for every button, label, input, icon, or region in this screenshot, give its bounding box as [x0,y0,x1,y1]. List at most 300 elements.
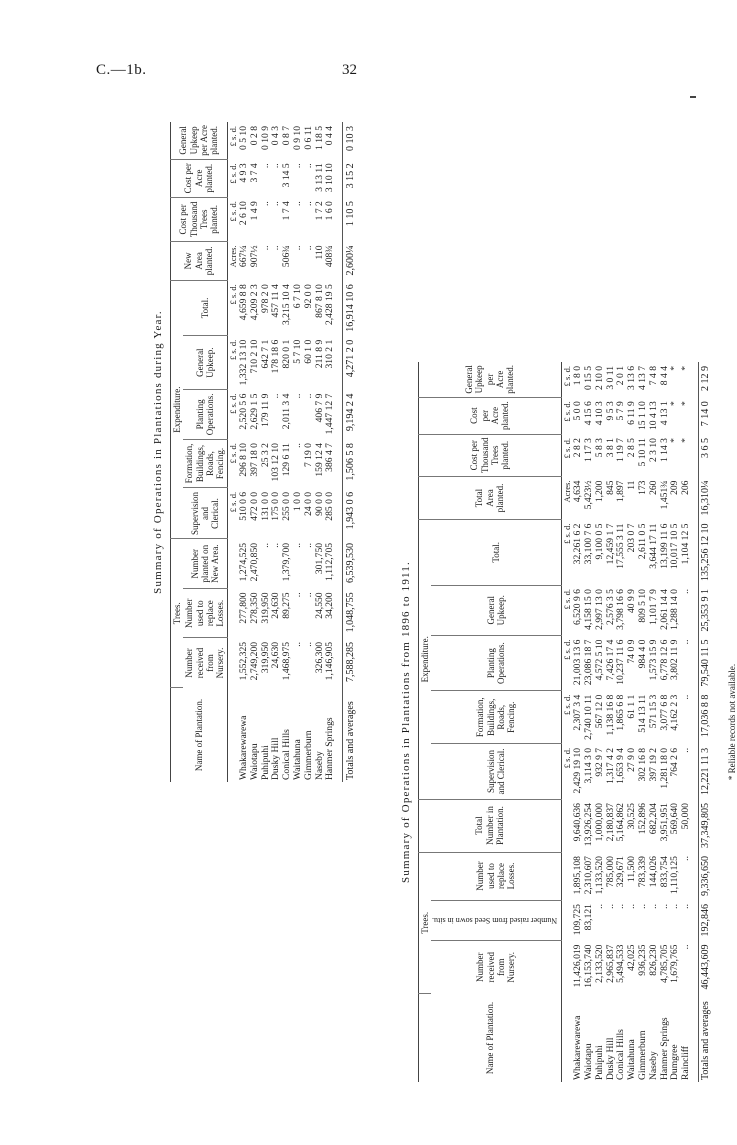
table-cell: 1,552,325 [238,641,250,681]
col-header-replace: Number used to replace Losses. [183,588,227,638]
table-cell: .. [270,163,282,169]
table-cell: 1,000,000 [593,803,605,842]
table-cell: .. [593,904,605,909]
table-cell: 7 4 8 [647,366,659,386]
table-cell: * [680,438,692,443]
table-cell: 5 7 10 [292,339,304,364]
table-cell: £ s. d. [561,366,572,387]
col-header-received: Number received from Nursery. [475,951,517,983]
table-cell: .. [302,393,314,399]
col-header-replace: Number used to replace Losses. [431,852,561,900]
table-cell: .. [680,589,692,594]
table-cell: 1,332 13 10 [238,339,250,386]
table-cell: 5 8 3 [593,438,605,458]
table-cell: 2,997 13 0 [593,589,605,630]
table-cell: 3 7 4 [248,163,260,183]
col-header-name: Name of Plantation. [193,698,204,772]
table-cell: 12,221 11 3 [698,744,715,799]
table-cell: 255 0 0 [281,491,293,521]
table-cell: 83,121 [582,904,594,931]
table-cell: 17,555 3 11 [615,523,627,569]
table-cell: 472 0 0 [248,491,260,521]
table-cell: * [680,366,692,371]
table-row [638,362,649,1082]
table-cell: 386 4 7 [324,443,336,472]
table-cell: 1,451¾ [658,480,670,510]
table-row [293,122,304,782]
col-header-supervision: Supervision and Clerical. [431,744,561,799]
table-cell: 1,101 7 9 [647,589,659,626]
table-cell: 27 9 0 [626,747,638,772]
table-cell: 5,423½ [582,480,594,510]
table-cell: 1,138 16 8 [604,694,616,736]
table-cell: 278,350 [248,592,260,624]
table-cell: 11,500 [626,856,638,883]
col-header-name: Name of Plantation. [484,1001,495,1075]
table-cell: 92 0 0 [302,284,314,309]
table-cell: 2 8 5 [626,438,638,458]
table-cell [561,900,573,941]
table-cell: 397 19 2 [647,747,659,782]
table-cell: 159 12 4 [313,443,325,477]
table-cell: 25,353 9 1 [698,585,715,636]
table-cell: 1,865 6 8 [615,694,627,731]
row-label-cell: Dumgree [669,1044,681,1080]
table-cell: 2 6 10 [238,201,250,226]
table-cell: £ s. d. [561,694,572,715]
table-cell: 6,520 9 6 [572,589,584,626]
table-cell: 510 0 6 [238,491,250,521]
group-header-trees: Trees. [171,539,184,688]
table-cell [227,588,239,638]
table-cell: 17,036 8 8 [698,691,715,744]
table-cell: 103 12 10 [270,443,282,482]
table-row [239,122,250,782]
table-cell: 3,644 17 11 [647,523,659,569]
table-cell: 2,749,200 [248,641,260,681]
table-cell: 46,443,609 [698,941,715,994]
table-row [584,362,595,1082]
table-cell: 2 12 9 [698,362,715,397]
table-cell: 3 13 11 [313,163,325,192]
col-header-cost-thousand: Cost per Thousand Trees planted. [419,434,562,477]
row-label-cell: Dusky Hill [270,737,282,780]
table-cell: .. [647,904,659,909]
table-cell: .. [680,856,692,861]
table-cell: 2 0 1 [615,366,627,386]
table-cell: 178 18 6 [270,339,282,374]
group-header-expenditure: Expenditure. [419,520,432,800]
table-cell: 0 15 5 [582,366,594,390]
table-cell: 2,428 19 5 [324,284,336,326]
table-cell: .. [292,163,304,169]
page-section-code: C.—1b. [96,62,147,78]
group-header-expenditure: Expenditure. [171,280,184,539]
table-row [648,362,659,1082]
table-cell: 2,576 3 5 [604,589,616,626]
col-header-cost-thousand: Cost per Thousand Trees planted. [171,197,228,241]
table-cell: 3 8 1 [604,438,616,458]
table-caption: Summary of Operations in Plantations during Year. [152,310,164,594]
table-cell: 7,426 17 4 [604,639,616,681]
row-label-cell: Conical Hills [281,729,293,780]
table-cell: 319,950 [259,592,271,624]
table-cell: 809 5 10 [636,589,648,623]
table-cell: 4,209 2 3 [248,284,260,321]
table-cell: 0 4 4 [324,126,336,146]
table-cell: 135,256 12 10 [698,520,715,586]
table-cell: 1,379,700 [281,542,293,582]
table-cell: 4,659 8 8 [238,284,250,321]
table-cell: 667¼ [238,245,250,268]
table-cell: 24,630 [270,592,282,619]
table-cell: 2 8 2 [572,438,584,458]
table-row [681,362,692,1082]
table-cell: 978 2 0 [259,284,271,314]
table-caption: Summary of Operations in Plantations from 1896 to 1911. [400,561,412,883]
table-cell: 209 [669,480,681,495]
table-cell: 4 9 3 [238,163,250,183]
table-cell: .. [680,944,692,950]
col-header-formation: Formation, Buildings, Roads, Fencing. [183,439,227,488]
table-cell: 4,572 5 10 [593,639,605,681]
table-cell [561,799,573,852]
table-cell: 9,336,650 [698,852,715,900]
table-cell: 310 2 1 [324,339,336,369]
table-cell: 206 [680,480,692,495]
table-cell: .. [292,641,304,647]
table-cell: .. [636,904,648,909]
table-cell: 1 8 0 [572,366,584,386]
table-cell: 506¾ [281,245,293,268]
row-label-cell: Naseby [313,751,325,780]
table-cell: 3 15 2 [342,159,359,197]
table-cell: 42,025 [626,944,638,971]
col-header-formation: Formation, Buildings, Roads, Fencing. [431,691,561,744]
table-cell: .. [615,904,627,909]
table-cell: 11,426,019 [572,944,584,988]
table-cell: .. [604,904,616,909]
row-label-cell: Puhipuhi [593,1045,605,1080]
table-cell: 90 0 0 [313,491,325,516]
table-cell: 1,897 [615,480,627,503]
table-cell: 0 9 10 [292,126,304,150]
table-cell: £ s. d. [227,284,238,305]
table-cell: 24,630 [270,641,282,669]
table-cell: .. [292,245,304,251]
col-header-supervision: Supervision and Clerical. [183,488,227,539]
table-cell: 4,785,705 [658,944,670,983]
row-label-cell [561,994,573,1082]
table-cell: 6 11 9 [626,401,638,425]
table-cell: 833,754 [658,856,670,888]
table-cell: 10 4 13 [647,401,659,431]
table-cell: 3 14 5 [281,163,293,188]
table-cell: 13,199 11 6 [658,523,670,569]
table-cell: 907½ [248,245,260,268]
table-cell: 785,000 [604,856,616,888]
col-header-planted: Number planted on New Area. [183,539,227,588]
table-cell: 1,943 0 6 [342,488,359,539]
table-cell: 984 4 0 [636,639,648,669]
table-cell: £ s. d. [561,747,572,769]
table-cell: * [669,438,681,443]
table-cell: 3,114 3 0 [582,747,594,784]
col-header-upkeep-acre: General Upkeep per Acre planted. [419,362,562,397]
table-cell: 23,086 18 7 [582,639,594,686]
table-cell: .. [302,245,314,251]
table-cell: 60 1 0 [302,339,314,364]
table-cell: 11 [626,480,638,490]
table-cell: 932 9 7 [593,747,605,777]
table-cell: * [669,366,681,371]
table-cell: 2,310,607 [582,856,594,895]
table-cell: 13,926,254 [582,803,594,847]
table-cell: 2,011 3 4 [281,393,293,430]
table-cell: .. [680,639,692,645]
table-cell: 8 4 4 [658,366,670,386]
table-cell: 179 11 9 [259,393,271,427]
table-cell: * [669,401,681,407]
table-cell: 0 2 8 [248,126,260,146]
table-cell: 9,100 0 5 [593,523,605,560]
table-cell: .. [302,641,314,647]
table-cell: 0 4 3 [270,126,282,146]
table-period-summary [400,362,737,1082]
table-cell: 329,671 [615,856,627,888]
table-cell: 5 7 9 [615,401,627,421]
table-cell: 50,000 [680,803,692,830]
row-label-cell: Waitahuna [626,1039,638,1080]
table-cell: 173 [636,480,648,495]
table-cell: 936,235 [636,944,648,976]
table-cell: 826,230 [647,944,659,976]
row-label-cell: Waiotapu [248,743,260,780]
table-cell: 301,750 [313,542,325,575]
table-cell: 40 9 9 [626,589,638,614]
table-cell: 175 0 0 [270,491,282,521]
row-label-cell: Conical Hills [615,1029,627,1080]
table-cell: 1,447 12 7 [324,393,336,435]
table-cell: 1,048,755 [342,588,359,638]
table-cell: 109,725 [572,904,584,936]
table-cell: 1,288 14 0 [669,589,681,630]
table-cell: 642 7 1 [259,339,271,369]
table-cell: 203 0 7 [626,523,638,553]
col-header-planting: Planting Operations. [431,636,561,691]
table-cell: 764 2 6 [669,747,681,777]
table-cell: 302 16 8 [636,747,648,782]
table-cell: 2,307 3 4 [572,694,584,731]
table-cell: 4 13 1 [658,401,670,426]
table-cell: £ s. d. [227,201,238,222]
table-cell: .. [302,592,314,598]
table-cell: 2,600¼ [342,241,359,280]
table-cell: 1,200 [593,480,605,503]
table-cell: 5,494,533 [615,944,627,983]
table-row [616,362,627,1082]
table-row [250,122,261,782]
table-cell: 406 7 9 [313,393,325,423]
col-header-area: Total Area planted. [419,477,562,520]
table-cell: 514 13 11 [636,694,648,733]
table-cell: 4,158 15 0 [582,589,594,630]
table-cell: 24 0 0 [302,491,314,516]
table-cell: 3,951,951 [658,803,670,842]
table-cell: 16,153,740 [582,944,594,988]
table-cell: 2,429 19 10 [572,747,584,794]
table-cell: 9,640,636 [572,803,584,842]
table-cell: 4,634 [572,480,584,503]
table-cell: 1 14 3 [658,438,670,463]
table-cell: .. [259,245,271,251]
row-label-cell [227,688,239,783]
table-cell: £ s. d. [561,401,572,422]
table-cell: 1,653 9 4 [615,747,627,784]
col-header-total: Total. [431,520,561,586]
table-cell: * [680,401,692,407]
table-cell: .. [302,163,314,169]
table-cell: .. [270,201,282,206]
table-cell: 10,017 10 5 [669,523,681,570]
table-row [325,122,336,782]
table-cell: 569,640 [669,803,681,835]
table-cell: 2,629 1 5 [248,393,260,430]
page-edge-mark [690,96,696,98]
table-cell: 326,300 [313,641,325,674]
row-label-cell: Puhipuhi [259,745,271,780]
table-cell: 845 [604,480,616,495]
table-cell: .. [292,592,304,598]
table-body [561,362,714,1082]
table-cell: 457 11 4 [270,284,282,318]
table-cell: .. [658,904,670,909]
col-header-total: Total. [183,280,227,336]
table-cell: 1,112,705 [324,542,336,581]
col-header-area: New Area planted. [171,241,228,280]
col-header-seed-label: Number raised from Seed sown in situ. [432,915,558,925]
table-cell: 3,215 10 4 [281,284,293,326]
table-cell: 1 0 0 [292,491,304,512]
table-cell: 3,077 6 8 [658,694,670,731]
col-header-cost-acre: Cost per Acre planted. [419,397,562,434]
table-cell: 1,317 4 2 [604,747,616,784]
table-cell: 16,914 10 6 [342,280,359,336]
page-number: 32 [342,62,357,78]
table-cell: .. [680,694,692,700]
row-label-cell: Gimmerburn [636,1030,648,1080]
table-cell: 3 6 5 [698,434,715,477]
table-cell [227,638,239,688]
row-label-cell: Dusky Hill [604,1037,616,1080]
units-row [561,362,573,1082]
col-header-received: Number received from Nursery. [184,647,226,679]
table-cell: .. [680,747,692,753]
table-cell: 5,164,862 [615,803,627,842]
table-cell: 89,275 [281,592,293,619]
table-cell: 32,261 6 2 [572,523,584,565]
table-cell: 4 13 7 [636,366,648,390]
totals-row [342,122,359,782]
table-cell: 10,237 11 6 [615,639,627,685]
table-cell: .. [270,393,282,399]
table-cell: 1 4 9 [248,201,260,221]
table-cell [561,852,573,900]
table-cell: .. [259,163,271,169]
table-cell: 74 0 9 [626,639,638,664]
table-cell: 7 19 0 [302,443,314,468]
row-label-cell: Gimmerburn [302,730,314,780]
table-cell: 211 8 9 [313,339,325,369]
table-cell: 0 10 9 [259,126,271,150]
table-cell: 6 7 10 [292,284,304,309]
table-cell: 285 0 0 [324,491,336,521]
row-label-cell: Totals and averages [342,688,359,783]
table-cell: £ s. d. [227,339,238,361]
table-cell: 3 13 6 [626,366,638,390]
table-cell: 3,802 11 9 [669,639,681,680]
table-cell: £ s. d. [227,163,238,184]
table-cell: 260 [647,480,659,495]
table-cell: 61 1 1 [626,694,638,719]
table-cell: 1,133,520 [593,856,605,895]
col-header-upkeep-acre: General Upkeep per Acre planted. [171,122,228,159]
table-cell: 2,180,837 [604,803,616,842]
table-cell: 1 10 5 [342,197,359,241]
table-cell: 1,506 5 8 [342,439,359,488]
table-cell: 110 [313,245,325,260]
table-body [227,122,359,782]
table-cell: 21,003 13 6 [572,639,584,686]
table-cell: .. [680,904,692,909]
table-cell: 9,194 2 4 [342,390,359,439]
table-cell: 3,798 16 6 [615,589,627,630]
table-row [573,362,584,1082]
table-cell: 2,740 10 11 [582,694,594,740]
table-cell: 1 7 2 [313,201,325,221]
group-header-trees: Trees. [419,852,432,994]
table-cell: 9 5 3 [604,401,616,421]
table-cell: £ s. d. [227,491,238,513]
table-cell: 37,349,805 [698,799,715,852]
table-cell: .. [302,542,314,548]
table-row [670,362,681,1082]
table-cell: 1,573 15 9 [647,639,659,681]
table-cell: 4 15 6 [582,401,594,426]
table-cell: .. [292,542,304,548]
table-cell: 1,146,905 [324,641,336,681]
row-label-cell: Whakarewarewa [238,715,250,780]
table-cell: 192,846 [698,900,715,941]
col-header-cost-acre: Cost per Acre planted. [171,159,228,197]
table-row [304,122,315,782]
table-cell: 3 0 11 [604,366,616,390]
table-cell: 571 15 3 [647,694,659,729]
table-cell: 6,778 12 6 [658,639,670,681]
table-cell: 2,133,520 [593,944,605,983]
table-cell: 4,271 2 0 [342,336,359,390]
table-cell: .. [292,201,304,206]
footnote: * Reliable records not available. [726,663,737,781]
table-row [627,362,638,1082]
table-cell: 7 14 0 [698,397,715,434]
table-cell [227,539,239,588]
table-cell: 15 1 10 [636,401,648,431]
table-cell: 4,162 2 3 [669,694,681,731]
table-cell: 33,100 7 6 [582,523,594,565]
table-cell: £ s. d. [561,438,572,459]
table-cell: £ s. d. [227,443,238,464]
